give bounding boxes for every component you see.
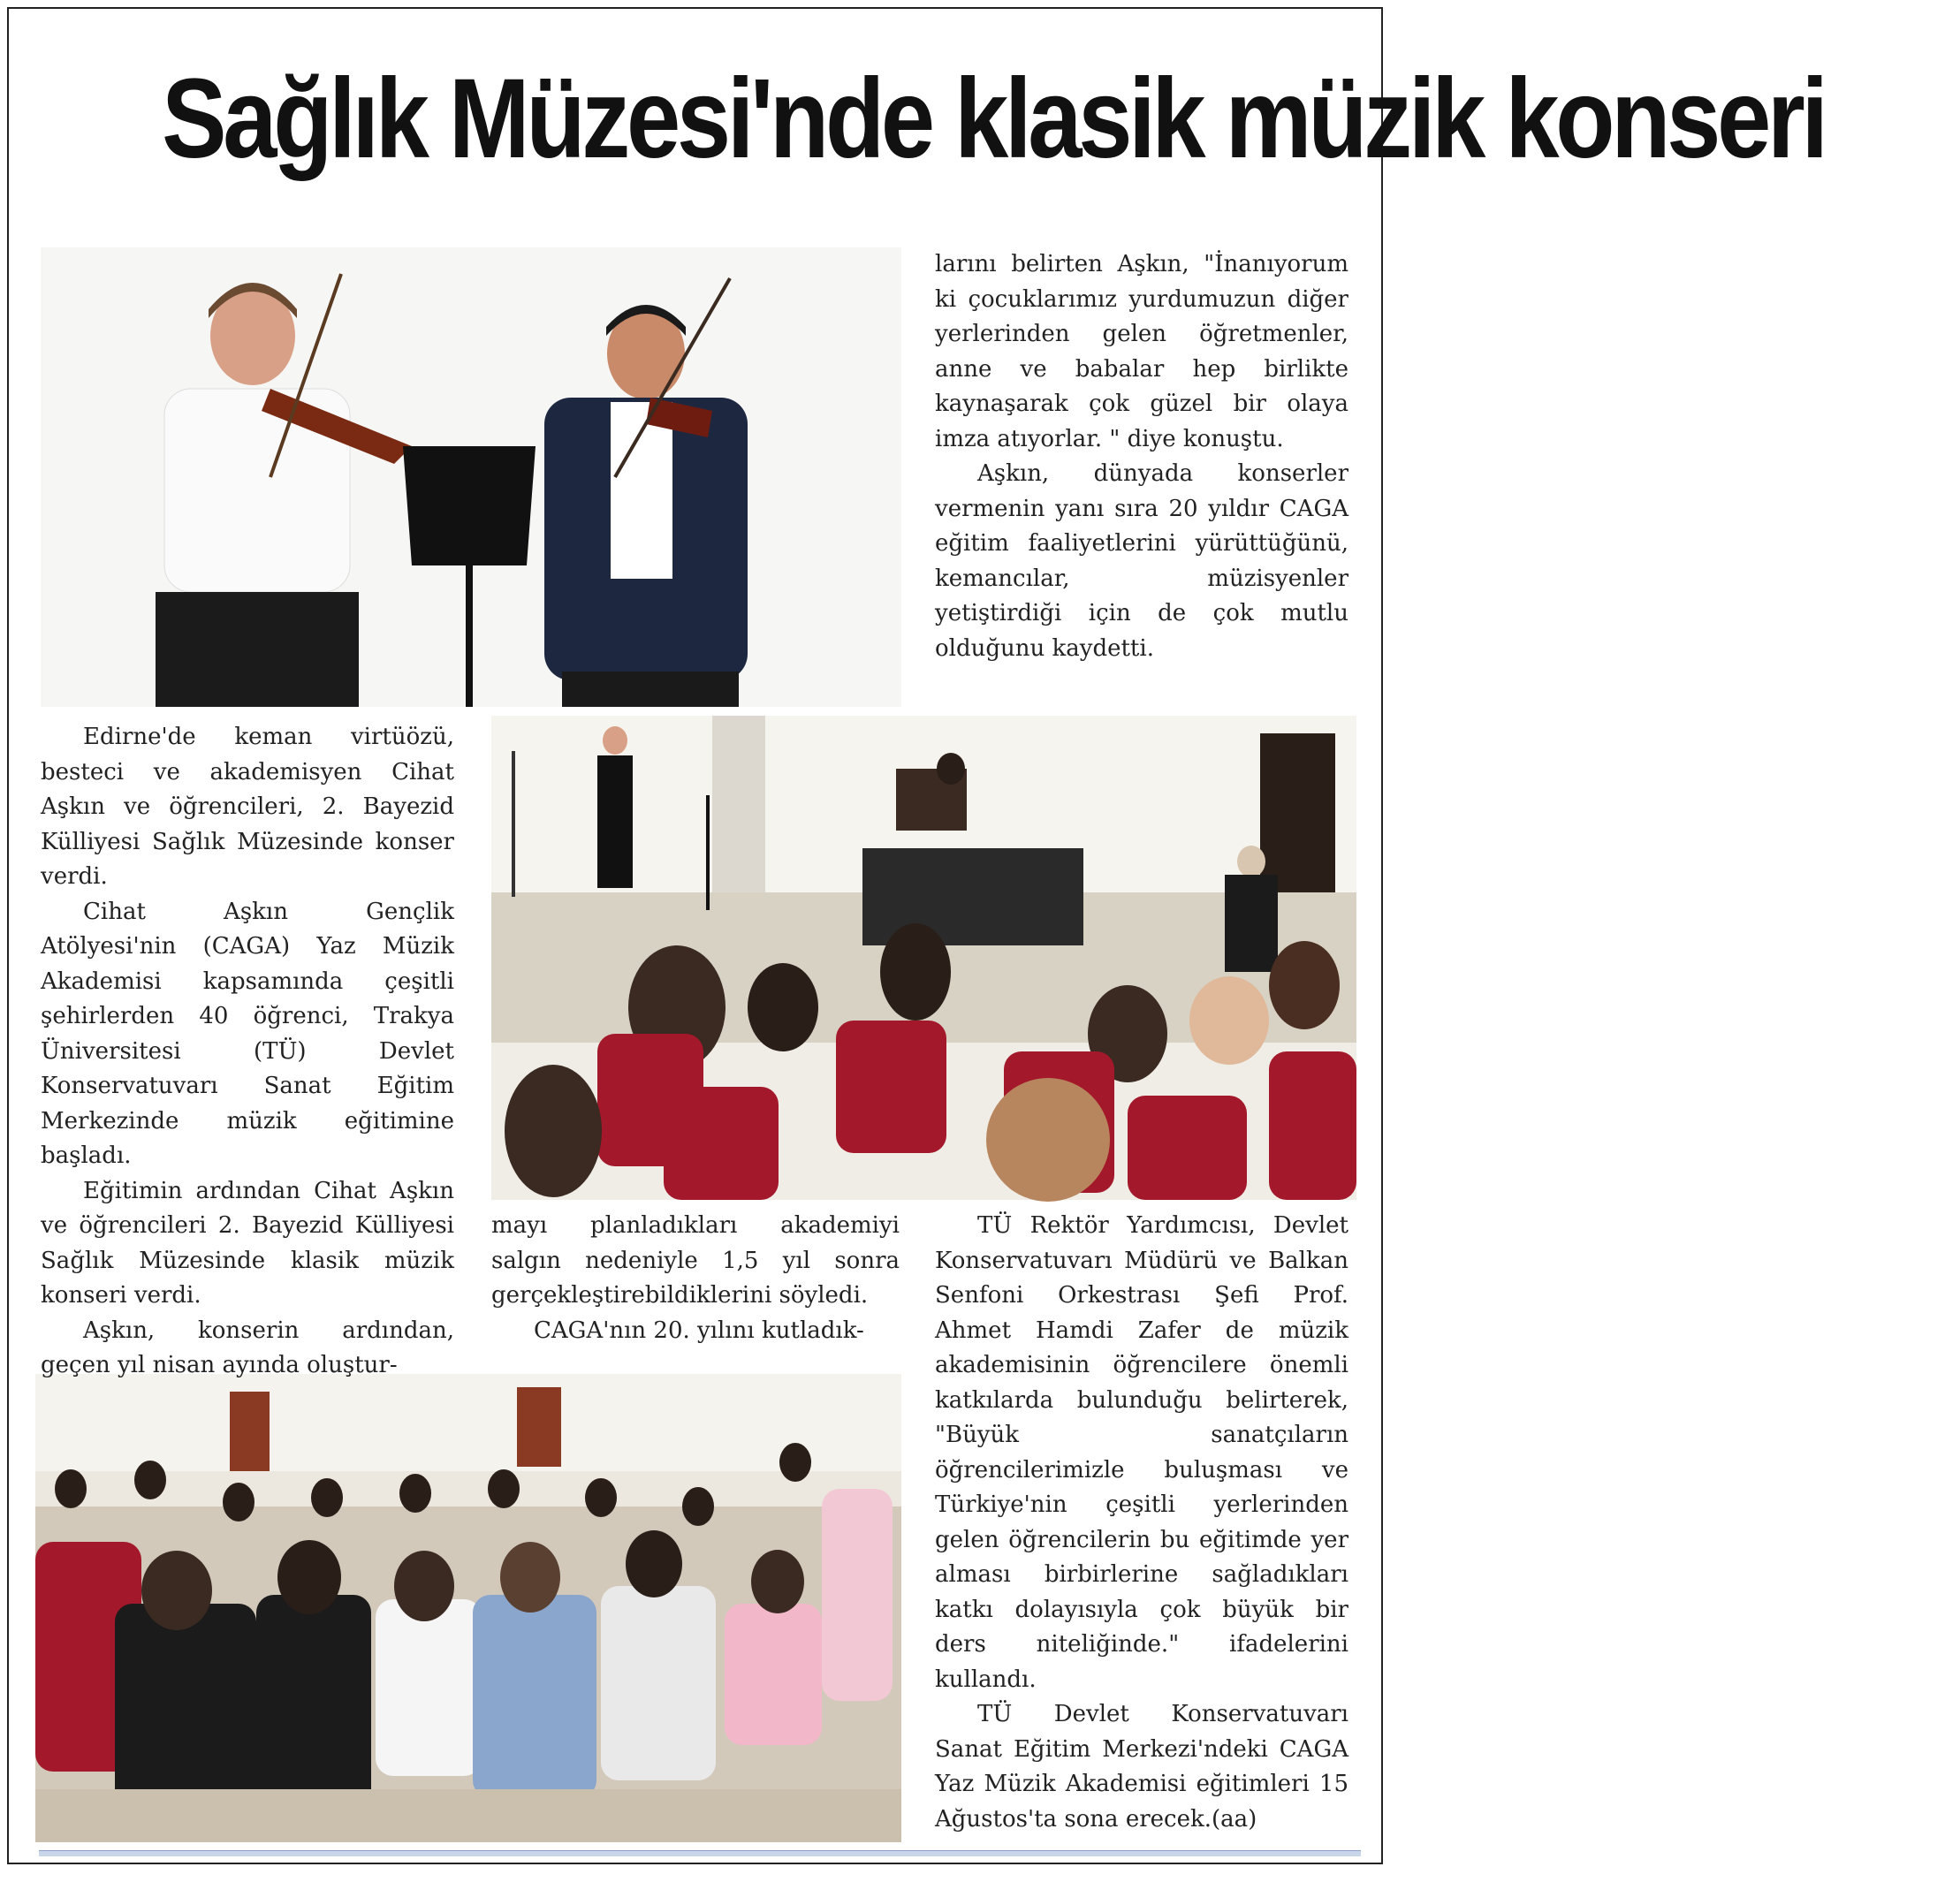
paragraph: Edirne'de keman virtüözü, besteci ve akademisyen Cihat Aşkın ve öğrencileri, 2. Bayezid Külliyesi Sağlık Müzesinde konser verdi. bbox=[41, 724, 454, 890]
photo-violinists-image bbox=[41, 247, 901, 707]
paragraph: mayı planladıkları akademiyi salgın nedeniyle 1,5 yıl sonra gerçekleştirebildiklerini söyledi. bbox=[491, 1212, 900, 1309]
column-middle bbox=[491, 1209, 900, 1348]
paragraph: larını belirten Aşkın, "İnanıyorum ki çocuklarımız yurdumuzun diğer yerlerinden gelen öğretmenler, anne ve babalar hep birlikte kaynaşarak çok güzel bir olaya imza atıyorlar. " diye konuştu. bbox=[935, 251, 1348, 452]
paragraph: Aşkın, konserin ardından, geçen yıl nisan ayında oluştur- bbox=[41, 1317, 454, 1378]
bottom-rule bbox=[39, 1850, 1361, 1856]
photo-violinists bbox=[41, 247, 901, 707]
paragraph: TÜ Devlet Konservatuvarı Sanat Eğitim Merkezi'ndeki CAGA Yaz Müzik Akademisi eğitimleri 15 Ağustos'ta sona erecek.(aa) bbox=[935, 1701, 1348, 1833]
photo-applauding-audience bbox=[35, 1374, 901, 1842]
column-right-top bbox=[935, 247, 1348, 666]
article-headline: Sağlık Müzesi'nde klasik müzik konseri bbox=[162, 56, 1825, 182]
column-right-bottom bbox=[935, 1209, 1348, 1837]
photo-concert-audience bbox=[491, 716, 1356, 1200]
photo-applauding-audience-image bbox=[35, 1374, 901, 1842]
column-left bbox=[41, 720, 454, 1384]
paragraph: CAGA'nın 20. yılını kutladık- bbox=[534, 1317, 864, 1344]
paragraph: Eğitimin ardından Cihat Aşkın ve öğrencileri 2. Bayezid Külliyesi Sağlık Müzesinde klasik müzik konseri verdi. bbox=[41, 1177, 454, 1309]
paragraph: TÜ Rektör Yardımcısı, Devlet Konservatuvarı Müdürü ve Balkan Senfoni Orkestrası Şefi Prof. Ahmet Hamdi Zafer de müzik akademisinin öğrencilere önemli katkılarda bulunduğu belirterek, "Büyük sanatçıların öğrencilerimizle buluşması ve Türkiye'nin çeşitli yerlerinden gelen öğrencilerin bu eğitimde yer alması birbirlerine sağladıkları katkı dolayısıyla çok büyük bir ders niteliğinde." ifadelerini kullandı. bbox=[935, 1212, 1348, 1693]
photo-concert-audience-image bbox=[491, 716, 1356, 1200]
paragraph: Cihat Aşkın Gençlik Atölyesi'nin (CAGA) Yaz Müzik Akademisi kapsamında çeşitli şehirlerden 40 öğrenci, Trakya Üniversitesi (TÜ) Devlet Konservatuvarı Sanat Eğitim Merkezinde müzik eğitimine başladı. bbox=[41, 898, 454, 1169]
paragraph: Aşkın, dünyada konserler vermenin yanı sıra 20 yıldır CAGA eğitim faaliyetlerini yürüttüğünü, kemancılar, müzisyenler yetiştirdiği için de çok mutlu olduğunu kaydetti. bbox=[935, 460, 1348, 662]
